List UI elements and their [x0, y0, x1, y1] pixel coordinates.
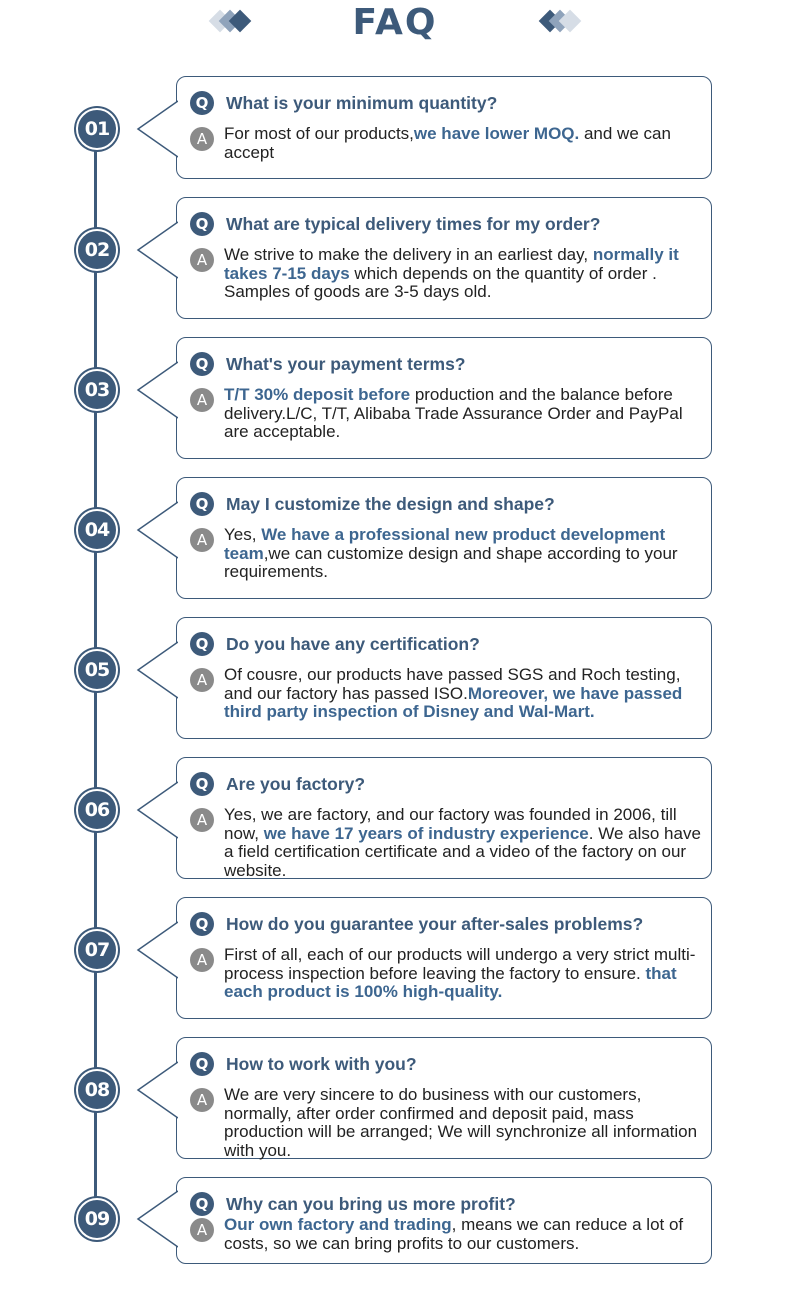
answer-text [224, 125, 707, 162]
faq-card [176, 1037, 712, 1159]
answer-text [224, 666, 707, 722]
answer-row [190, 246, 707, 302]
answer-segment: First of all, each of our products will undergo a very strict multi-process inspection before leaving the factory to ensure. [224, 945, 696, 983]
answer-highlight: Our own factory and trading [224, 1215, 452, 1234]
answer-text [224, 386, 707, 442]
answer-text [224, 1216, 707, 1253]
bubble-pointer [136, 640, 178, 700]
question-text: What's your payment terms? [226, 354, 466, 374]
faq-number-07: 07 [76, 929, 118, 971]
faq-card [176, 76, 712, 179]
faq-number-06: 06 [76, 789, 118, 831]
faq-number-01: 01 [76, 108, 118, 150]
question-text: How to work with you? [226, 1054, 417, 1074]
answer-badge-icon: A [190, 388, 214, 412]
question-row [190, 91, 701, 115]
answer-segment: production and the balance before delivery.L/C, T/T, Alibaba Trade Assurance Order and PayPal are acceptable. [224, 385, 683, 441]
question-badge-icon: Q [190, 772, 214, 796]
bubble-pointer [136, 1189, 178, 1249]
answer-badge-icon: A [190, 808, 214, 832]
faq-card [176, 477, 712, 599]
answer-segment: which depends on the quantity of order . Samples of goods are 3-5 days old. [224, 263, 657, 301]
faq-number-04: 04 [76, 509, 118, 551]
question-row [190, 1052, 701, 1076]
answer-highlight: We have a professional new product development team [224, 525, 666, 563]
answer-segment: We strive to make the delivery in an earliest day, [224, 245, 593, 264]
bubble-pointer [136, 360, 178, 420]
faq-header [0, 0, 790, 60]
faq-card [176, 197, 712, 319]
answer-segment: We are very sincere to do business with our customers, normally, after order confirmed and deposit paid, mass production will be arranged; We will synchronize all information with you. [224, 1085, 698, 1160]
faq-card [176, 757, 712, 879]
bubble-pointer [136, 920, 178, 980]
answer-text [224, 806, 707, 880]
answer-row [190, 526, 707, 582]
page-title: FAQ [352, 2, 438, 43]
question-badge-icon: Q [190, 352, 214, 376]
answer-segment: ,we can customize design and shape according to your requirements. [224, 543, 678, 581]
answer-text [224, 526, 707, 582]
answer-text [224, 246, 707, 302]
answer-text [224, 946, 707, 1002]
bubble-pointer [136, 500, 178, 560]
question-text: What is your minimum quantity? [226, 93, 498, 113]
question-badge-icon: Q [190, 632, 214, 656]
bubble-pointer [136, 1060, 178, 1120]
answer-row [190, 125, 707, 162]
question-text: How do you guarantee your after-sales problems? [226, 914, 644, 934]
question-row [190, 912, 701, 936]
answer-row [190, 386, 707, 442]
question-text: What are typical delivery times for my order? [226, 214, 601, 234]
bubble-pointer [136, 99, 178, 159]
answer-segment: Yes, we are factory, and our factory was founded in 2006, till now, [224, 805, 677, 843]
answer-row [190, 1216, 707, 1253]
faq-number-08: 08 [76, 1069, 118, 1111]
faq-card [176, 1177, 712, 1264]
faq-number-09: 09 [76, 1198, 118, 1240]
question-text: Are you factory? [226, 774, 366, 794]
answer-segment: For most of our products, [224, 124, 414, 143]
answer-segment: Yes, [224, 525, 262, 544]
question-badge-icon: Q [190, 1052, 214, 1076]
faq-number-05: 05 [76, 649, 118, 691]
question-row [190, 1192, 701, 1216]
answer-row [190, 806, 707, 880]
answer-highlight: Moreover, we have passed third party inspection of Disney and Wal-Mart. [224, 683, 683, 721]
question-row [190, 212, 701, 236]
question-text: Do you have any certification? [226, 634, 480, 654]
bubble-pointer [136, 780, 178, 840]
answer-highlight: we have 17 years of industry experience [263, 823, 589, 843]
faq-card [176, 337, 712, 459]
answer-segment: . We also have a field certification certificate and a video of the factory on our website. [224, 823, 701, 880]
faq-card [176, 617, 712, 739]
question-text: Why can you bring us more profit? [226, 1194, 516, 1214]
question-badge-icon: Q [190, 912, 214, 936]
question-row [190, 492, 701, 516]
answer-badge-icon: A [190, 1088, 214, 1112]
faq-number-02: 02 [76, 229, 118, 271]
question-row [190, 632, 701, 656]
question-badge-icon: Q [190, 91, 214, 115]
answer-badge-icon: A [190, 127, 214, 151]
answer-badge-icon: A [190, 668, 214, 692]
answer-row [190, 666, 707, 722]
question-text: May I customize the design and shape? [226, 494, 555, 514]
question-badge-icon: Q [190, 1192, 214, 1216]
answer-badge-icon: A [190, 948, 214, 972]
answer-highlight: normally it takes 7-15 days [224, 245, 679, 283]
bubble-pointer [136, 220, 178, 280]
question-row [190, 352, 701, 376]
answer-badge-icon: A [190, 1218, 214, 1242]
answer-segment: and we can accept [224, 124, 671, 162]
answer-highlight: T/T 30% deposit before [224, 385, 411, 404]
answer-text [224, 1086, 707, 1160]
answer-row [190, 946, 707, 1002]
question-row [190, 772, 701, 796]
answer-badge-icon: A [190, 248, 214, 272]
answer-highlight: we have lower MOQ. [413, 124, 580, 143]
answer-row [190, 1086, 707, 1160]
faq-number-03: 03 [76, 369, 118, 411]
answer-segment: , means we can reduce a lot of costs, so we can bring profits to our customers. [224, 1215, 684, 1253]
question-badge-icon: Q [190, 212, 214, 236]
faq-card [176, 897, 712, 1019]
answer-badge-icon: A [190, 528, 214, 552]
question-badge-icon: Q [190, 492, 214, 516]
answer-highlight: that each product is 100% high-quality. [224, 963, 677, 1001]
answer-segment: Of cousre, our products have passed SGS and Roch testing, and our factory has passed ISO. [224, 665, 681, 703]
